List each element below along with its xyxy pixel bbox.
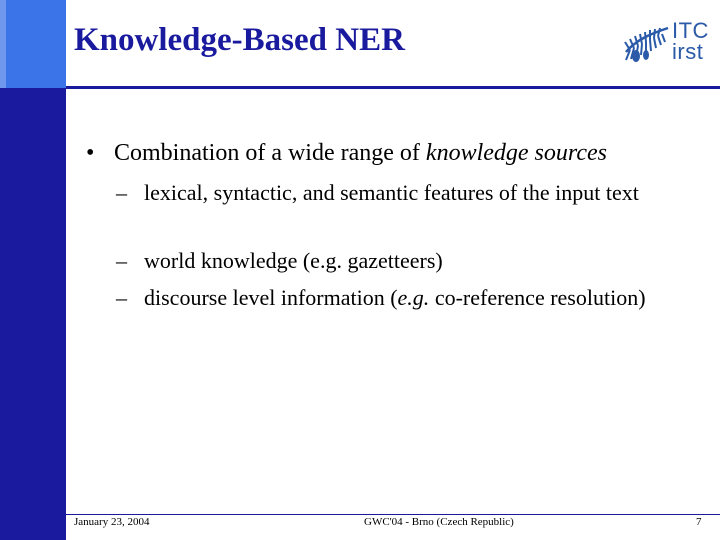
footer-date: January 23, 2004 (74, 516, 150, 528)
logo-text-itc: ITC (672, 18, 709, 43)
sub-item-dash: – (116, 285, 127, 310)
sub-item-text-plain: co-reference resolution) (429, 285, 646, 310)
sub-item-text: lexical, syntactic, and semantic features of the input text (144, 180, 639, 205)
bullet-text-emphasis: knowledge sources (425, 140, 607, 166)
sub-item-text-plain: discourse level information ( (144, 285, 398, 310)
itc-irst-logo (622, 20, 714, 70)
footer-page-number: 7 (696, 516, 702, 528)
title-divider (66, 86, 720, 89)
sub-item-text (144, 283, 684, 313)
sub-item-text: world knowledge (e.g. gazetteers) (144, 248, 443, 273)
slide-title: Knowledge-Based NER (74, 22, 405, 58)
footer-divider (66, 514, 720, 515)
footer-event: GWC'04 - Brno (Czech Republic) (364, 516, 514, 528)
left-sidebar-accent (0, 0, 66, 88)
bullet-text (114, 138, 607, 168)
pine-branch-icon (622, 22, 672, 66)
bullet-dot: • (86, 140, 95, 166)
sub-item-text-emphasis: e.g. (397, 285, 430, 310)
bullet-text-plain: Combination of a wide range of (114, 140, 426, 166)
logo-text-irst: irst (672, 39, 704, 64)
sub-item-dash: – (116, 248, 127, 273)
sub-item-dash: – (116, 180, 127, 205)
